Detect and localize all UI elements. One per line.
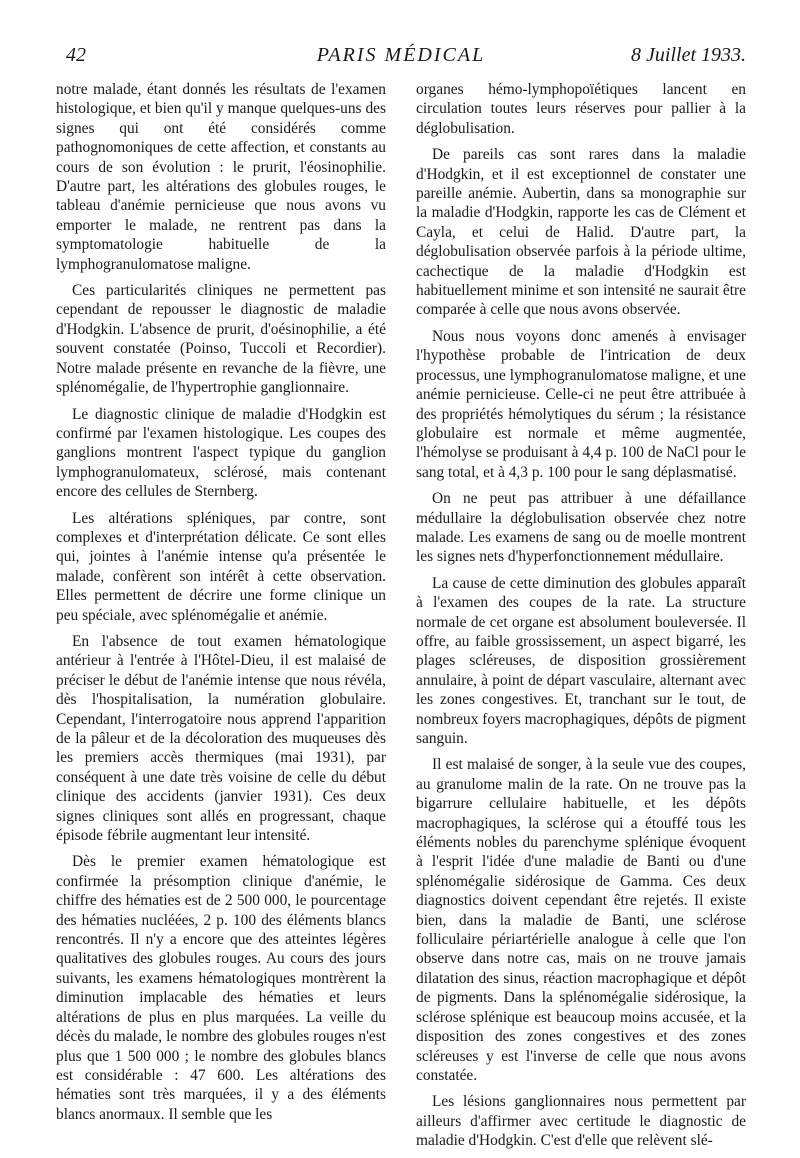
paragraph: notre malade, étant donnés les résultats de l'examen histologique, et bien qu'il y manque quelques-uns des signes qui ont été considérés comme pathognomoniques de cette affection, et constants au cours de son évolution : le prurit, l'éosinophilie. D'autre part, les altérations des globules rouges, le tableau d'anémie pernicieuse que nous avons vu emporter le malade, ne rentrent pas dans la symptomatologie habituelle de la lymphogranulomatose maligne.: [56, 81, 386, 273]
paragraph: La cause de cette diminution des globules apparaît à l'examen des coupes de la rate. La structure normale de cet organe est absolument bouleversée. Il offre, au faible grossissement, un aspect bigarré, les plages scléreuses, de disposition grossièrement annulaire, à point de départ vasculaire, alternant avec les zones congestives. Et, tranchant sur le tout, de nombreux foyers macrophagiques, dépôts de pigment sanguin.: [416, 574, 746, 747]
journal-title: PARIS MÉDICAL: [316, 44, 486, 66]
page-number: 42: [66, 44, 86, 66]
paragraph: Les lésions ganglionnaires nous permettent par ailleurs d'affirmer avec certitude le diagnostic de maladie d'Hodgkin. C'est d'elle que relèvent slé-: [416, 1093, 746, 1150]
issue-date: 8 Juillet 1933.: [631, 44, 746, 66]
right-column: [416, 80, 746, 1158]
left-column: [56, 80, 386, 1158]
paragraph: On ne peut pas attribuer à une défaillance médullaire la déglobulisation observée chez notre malade. Les examens de sang ou de moelle montrent les signes nets d'hyperfonctionnement médullaire.: [416, 490, 746, 566]
paragraph: Les altérations spléniques, par contre, sont complexes et d'interprétation délicate. Ce sont elles qui, jointes à l'anémie intense qu'a présentée le malade, confèrent son intérêt à cette observation. Elles permettent de décrire une forme clinique un peu spéciale, avec splénomégalie et anémie.: [56, 509, 386, 624]
paragraph: De pareils cas sont rares dans la maladie d'Hodgkin, et il est exceptionnel de constater une pareille anémie. Aubertin, dans sa monographie sur la maladie d'Hodgkin, rapporte les cas de Clément et Cayla, et celui de Halid. D'autre part, la déglobulisation observée parfois à la période ultime, cachectique de la maladie d'Hodgkin est habituellement minime et son intensité ne saurait être comparée à celle que nous avons observée.: [416, 146, 746, 319]
paragraph: organes hémo-lymphopoïétiques lancent en circulation toutes leurs réserves pour pallier à la déglobulisation.: [416, 81, 746, 137]
article-body: [56, 80, 746, 1158]
running-header: [56, 40, 746, 70]
page: [56, 40, 746, 1150]
paragraph: Le diagnostic clinique de maladie d'Hodgkin est confirmé par l'examen histologique. Les coupes des ganglions montrent l'aspect typique du ganglion lymphogranulomateux, sclérosé, mais contenant encore des cellules de Sternberg.: [56, 405, 386, 501]
paragraph: Dès le premier examen hématologique est confirmée la présomption clinique d'anémie, le chiffre des hématies est de 2 500 000, le pourcentage des hématies nucléées, 2 p. 100 des éléments blancs rencontrés. Il n'y a encore que des atteintes légères qualitatives des globules rouges. Au cours des jours suivants, les examens hématologiques montrèrent la diminution implacable des hématies et leurs altérations de plus en plus marquées. La veille du décès du malade, le nombre des globules rouges n'est plus que 1 500 000 ; le nombre des globules blancs est considérable : 47 600. Les altérations des hématies sont très marquées, il y a des éléments blancs anormaux. Il semble que les: [56, 853, 386, 1123]
paragraph: Ces particularités cliniques ne permettent pas cependant de repousser le diagnostic de maladie d'Hodgkin. L'absence de prurit, d'oésinophilie, a été souvent constatée (Poinso, Tuccoli et Recordier). Notre malade présente en revanche de la fièvre, une splénomégalie, de l'hypertrophie ganglionnaire.: [56, 282, 386, 397]
paragraph: Il est malaisé de songer, à la seule vue des coupes, au granulome malin de la rate. On ne trouve pas la bigarrure cellulaire habituelle, et les dépôts macrophagiques, la sclérose qui a étouffé tous les éléments nobles du parenchyme splénique évoquent à l'esprit l'idée d'une maladie de Banti ou d'une splénomégalie sidérosique de Gamma. Ces deux diagnostics doivent cependant être rejetés. Il existe bien, dans la maladie de Banti, une sclérose folliculaire périartérielle analogue à celle que l'on observe dans notre cas, mais on ne trouve jamais dilatation des sinus, réaction macrophagique et dépôt de pigments. Dans la splénomégalie sidérosique, la sclérose splénique est beaucoup moins accusée, et la disposition des zones congestives et des zones scléreuses y est l'inverse de celle que nous avons constatée.: [416, 756, 746, 1084]
paragraph: En l'absence de tout examen hématologique antérieur à l'entrée à l'Hôtel-Dieu, il est malaisé de préciser le début de l'anémie intense que nous révéla, dès l'hospitalisation, la numération globulaire. Cependant, l'interrogatoire nous apprend l'apparition de la pâleur et de la décoloration des muqueuses dès les premiers accès thermiques (mai 1931), par conséquent à une date très voisine de celle du début clinique des accidents (janvier 1931). Ces deux signes cliniques sont allés en progressant, chaque épisode fébrile augmentant leur intensité.: [56, 632, 386, 845]
paragraph: Nous nous voyons donc amenés à envisager l'hypothèse probable de l'intrication de deux processus, une lymphogranulomatose maligne, et une anémie pernicieuse. Celle-ci ne peut être attribuée à des propriétés hémolytiques du sérum ; la résistance globulaire est normale et même augmentée, l'hémolyse se produisant à 4,4 p. 100 de NaCl pour le sang total, et à 4,3 p. 100 pour le sang déplasmatisé.: [416, 327, 746, 481]
